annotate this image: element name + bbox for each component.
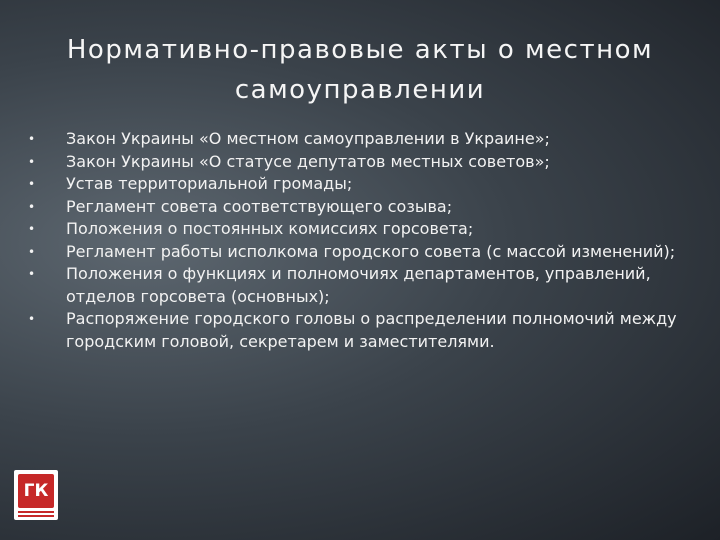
- list-item-text: Положения о функциях и полномочиях департаментов, управлений, отделов горсовета (основных);: [66, 264, 651, 306]
- list-item-text: Регламент совета соответствующего созыва;: [66, 196, 453, 216]
- bullet-list: [24, 128, 692, 353]
- list-item: [24, 218, 692, 241]
- list-item-text: Регламент работы исполкома городского совета (с массой изменений);: [66, 241, 676, 261]
- list-item: [24, 196, 692, 219]
- logo-mark: ГК: [18, 474, 54, 508]
- list-item: [24, 241, 692, 264]
- list-item-text: Закон Украины «О статусе депутатов местных советов»;: [66, 151, 550, 171]
- list-item-text: Закон Украины «О местном самоуправлении в Украине»;: [66, 129, 550, 148]
- title-line-2: самоуправлении: [234, 75, 486, 105]
- bullet-icon: •: [28, 177, 36, 191]
- bullet-icon: •: [28, 199, 36, 214]
- bullet-icon: •: [28, 132, 36, 146]
- title-line-1: Нормативно-правовые акты о местном: [66, 35, 654, 65]
- bullet-icon: •: [28, 222, 36, 236]
- logo: [14, 470, 58, 520]
- bullet-icon: •: [28, 154, 36, 169]
- list-item: [24, 263, 692, 308]
- slide-title: [40, 30, 680, 110]
- list-item: [24, 308, 692, 353]
- list-item-text: Положения о постоянных комиссиях горсовета;: [66, 219, 474, 238]
- logo-caption-lines: [18, 511, 54, 519]
- list-item: [24, 128, 692, 151]
- list-item-text: Распоряжение городского головы о распределении полномочий между городским головой, секретарем и заместителями.: [66, 309, 677, 351]
- bullet-icon: •: [28, 267, 36, 281]
- list-item-text: Устав территориальной громады;: [66, 174, 353, 193]
- list-item: [24, 151, 692, 174]
- bullet-icon: •: [28, 244, 36, 259]
- bullet-icon: •: [28, 312, 36, 326]
- list-item: [24, 173, 692, 196]
